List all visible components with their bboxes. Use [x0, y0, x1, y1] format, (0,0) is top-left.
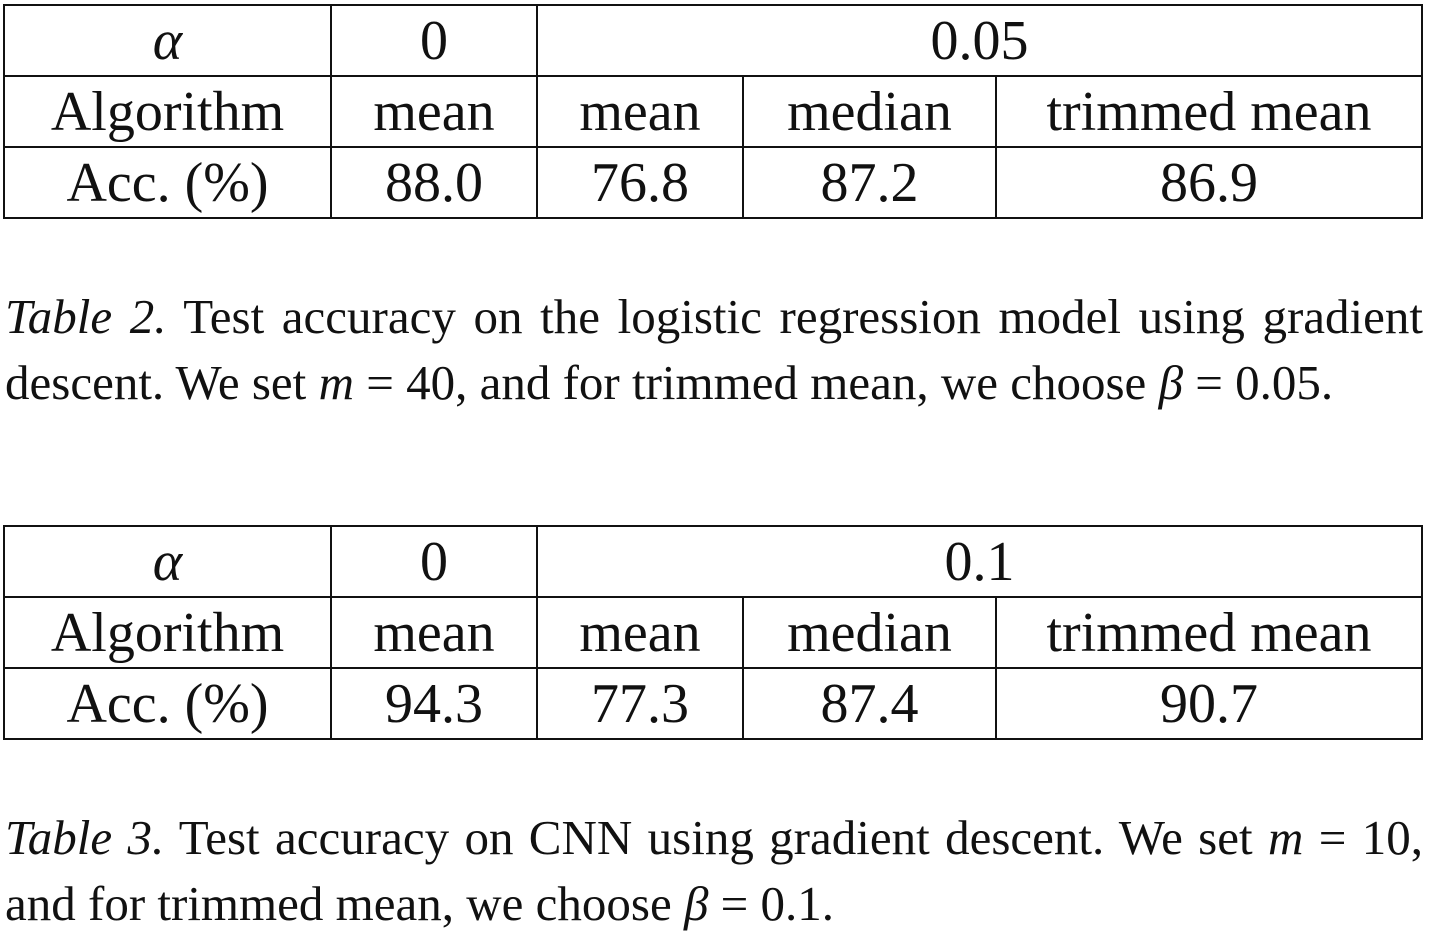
row-label-cell: Algorithm — [4, 76, 331, 147]
caption-text: = 10, and for trimmed mean, we choose — [5, 810, 1423, 931]
algorithm-cell: mean — [537, 597, 743, 668]
alpha-value-cell: 0 — [331, 5, 537, 76]
alpha-value-cell: 0.1 — [537, 526, 1422, 597]
alpha-header-cell: α — [4, 526, 331, 597]
accuracy-cell: 77.3 — [537, 668, 743, 739]
table-row — [4, 147, 1422, 218]
accuracy-table-cnn — [3, 525, 1423, 740]
alpha-value-cell: 0.05 — [537, 5, 1422, 76]
algorithm-cell: mean — [537, 76, 743, 147]
accuracy-cell: 88.0 — [331, 147, 537, 218]
algorithm-cell: mean — [331, 597, 537, 668]
table-row — [4, 526, 1422, 597]
algorithm-cell: trimmed mean — [996, 76, 1422, 147]
table-row — [4, 5, 1422, 76]
row-label-cell: Acc. (%) — [4, 668, 331, 739]
table-row — [4, 597, 1422, 668]
caption-text: = 0.1. — [708, 876, 835, 931]
table-row — [4, 76, 1422, 147]
algorithm-cell: mean — [331, 76, 537, 147]
accuracy-cell: 94.3 — [331, 668, 537, 739]
algorithm-cell: median — [743, 597, 996, 668]
row-label-cell: Algorithm — [4, 597, 331, 668]
row-label-cell: Acc. (%) — [4, 147, 331, 218]
caption-variable: β — [683, 876, 709, 931]
accuracy-cell: 87.4 — [743, 668, 996, 739]
table-caption — [5, 284, 1423, 416]
alpha-header-cell: α — [4, 5, 331, 76]
table-row — [4, 668, 1422, 739]
caption-label: Table 3. — [5, 810, 165, 865]
accuracy-cell: 86.9 — [996, 147, 1422, 218]
algorithm-cell: median — [743, 76, 996, 147]
caption-text: Test accuracy on the logistic regression model using gradient descent. We set — [5, 289, 1423, 410]
accuracy-cell: 76.8 — [537, 147, 743, 218]
caption-variable: β — [1158, 355, 1183, 410]
caption-label: Table 2. — [5, 289, 167, 344]
accuracy-cell: 90.7 — [996, 668, 1422, 739]
caption-variable: m — [318, 355, 354, 410]
accuracy-cell: 87.2 — [743, 147, 996, 218]
table-caption — [5, 805, 1423, 937]
alpha-value-cell: 0 — [331, 526, 537, 597]
accuracy-table-logistic-regression — [3, 4, 1423, 219]
algorithm-cell: trimmed mean — [996, 597, 1422, 668]
caption-text: Test accuracy on CNN using gradient descent. We set — [164, 810, 1268, 865]
caption-variable: m — [1267, 810, 1304, 865]
caption-text: = 0.05. — [1182, 355, 1334, 410]
caption-text: = 40, and for trimmed mean, we choose — [353, 355, 1159, 410]
